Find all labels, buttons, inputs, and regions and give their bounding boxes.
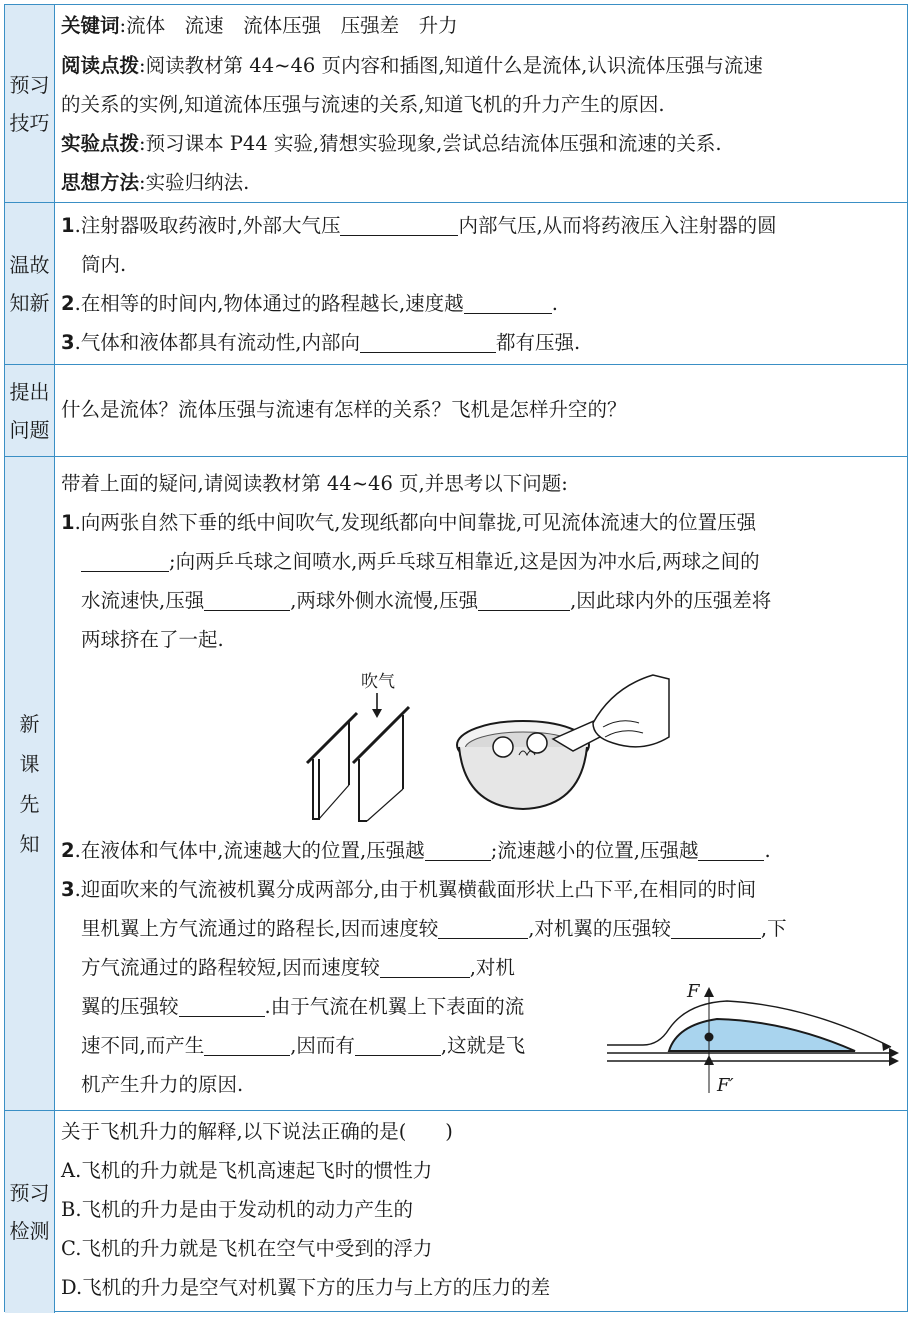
answer-blank[interactable] [179,992,265,1017]
answer-blank[interactable] [438,914,528,939]
option-c[interactable]: C.飞机的升力就是飞机在空气中受到的浮力 [61,1237,433,1260]
lesson-q3-l5: 速不同,而产生 ,因而有 ,这就是飞 [61,1027,525,1065]
force-F-prime-label: F′ [717,1075,734,1096]
wing-airflow-figure [607,975,907,1097]
method-line: 思想方法:实验归纳法. [61,171,250,194]
paper-blow-figure [299,667,419,827]
answer-blank[interactable] [671,914,761,939]
worksheet [4,4,908,1312]
answer-blank[interactable] [698,836,764,861]
section-label: 新课先知 [5,457,55,1110]
review-q2: 2.在相等的时间内,物体通过的路程越长,速度越 . [61,285,558,323]
answer-blank[interactable] [478,586,570,611]
section-label: 提出问题 [5,365,55,456]
answer-blank[interactable] [204,586,290,611]
lesson-q2: 2.在液体和气体中,流速越大的位置,压强越 ;流速越小的位置,压强越 . [61,832,771,870]
lesson-q3-l3: 方气流通过的路程较短,因而速度较 ,对机 [61,949,515,987]
lesson-q3-l6: 机产生升力的原因. [81,1073,244,1096]
check-stem: 关于飞机升力的解释,以下说法正确的是( ) [61,1120,453,1143]
review-q1: 1.注射器吸取药液时,外部大气压 内部气压,从而将药液压入注射器的圆 [61,207,777,245]
answer-blank[interactable] [81,547,169,572]
section-review [5,203,907,365]
lesson-q1-l3: 水流速快,压强 ,两球外侧水流慢,压强 ,因此球内外的压强差将 [61,582,771,620]
reading-line-2: 的关系的实例,知道流体压强与流速的关系,知道飞机的升力产生的原因. [61,93,665,116]
section-check [5,1111,907,1313]
lesson-q3: 3.迎面吹来的气流被机翼分成两部分,由于机翼横截面形状上凸下平,在相同的时间 [61,878,757,901]
lesson-q3-l4: 翼的压强较 .由于气流在机翼上下表面的流 [61,988,524,1026]
review-q3: 3.气体和液体都具有流动性,内部向 都有压强. [61,324,580,362]
reading-line: 阅读点拨:阅读教材第 44~46 页内容和插图,知道什么是流体,认识流体压强与流速 [61,54,763,77]
section-new-lesson [5,457,907,1111]
wing-shape [669,1019,855,1051]
option-d[interactable]: D.飞机的升力是空气对机翼下方的压力与上方的压力的差 [61,1276,551,1299]
lesson-q1-l2: ;向两乒乓球之间喷水,两乒乓球互相靠近,这是因为冲水后,两球之间的 [61,543,760,581]
answer-blank[interactable] [425,836,491,861]
force-F-label: F [687,981,700,1002]
option-a[interactable]: A.飞机的升力就是飞机高速起飞时的惯性力 [61,1159,433,1182]
review-q1-cont: 筒内. [81,253,127,276]
blow-label: 吹气 [361,672,395,692]
answer-blank[interactable] [340,211,458,236]
lesson-q1-l4: 两球挤在了一起. [81,628,224,651]
lesson-q1: 1.向两张自然下垂的纸中间吹气,发现纸都向中间靠拢,可见流体流速大的位置压强 [61,511,757,534]
answer-blank[interactable] [360,328,496,353]
section-label: 预习技巧 [5,5,55,202]
keywords-line: 关键词:流体 流速 流体压强 压强差 升力 [61,14,458,37]
option-b[interactable]: B.飞机的升力是由于发动机的动力产生的 [61,1198,414,1221]
section-preview-skills [5,5,907,203]
lesson-intro: 带着上面的疑问,请阅读教材第 44~46 页,并思考以下问题: [61,472,568,495]
section-question [5,365,907,457]
answer-blank[interactable] [380,953,470,978]
section-label: 预习检测 [5,1111,55,1313]
answer-blank[interactable] [204,1031,290,1056]
answer-blank[interactable] [464,289,552,314]
section-label: 温故知新 [5,203,55,364]
lesson-q3-l2: 里机翼上方气流通过的路程长,因而速度较 ,对机翼的压强较 ,下 [61,910,787,948]
answer-blank[interactable] [355,1031,441,1056]
basin-water-figure [453,667,671,817]
question-text: 什么是流体？流体压强与流速有怎样的关系？飞机是怎样升空的？ [61,398,627,421]
experiment-line: 实验点拨:预习课本 P44 实验,猜想实验现象,尝试总结流体压强和流速的关系. [61,132,722,155]
